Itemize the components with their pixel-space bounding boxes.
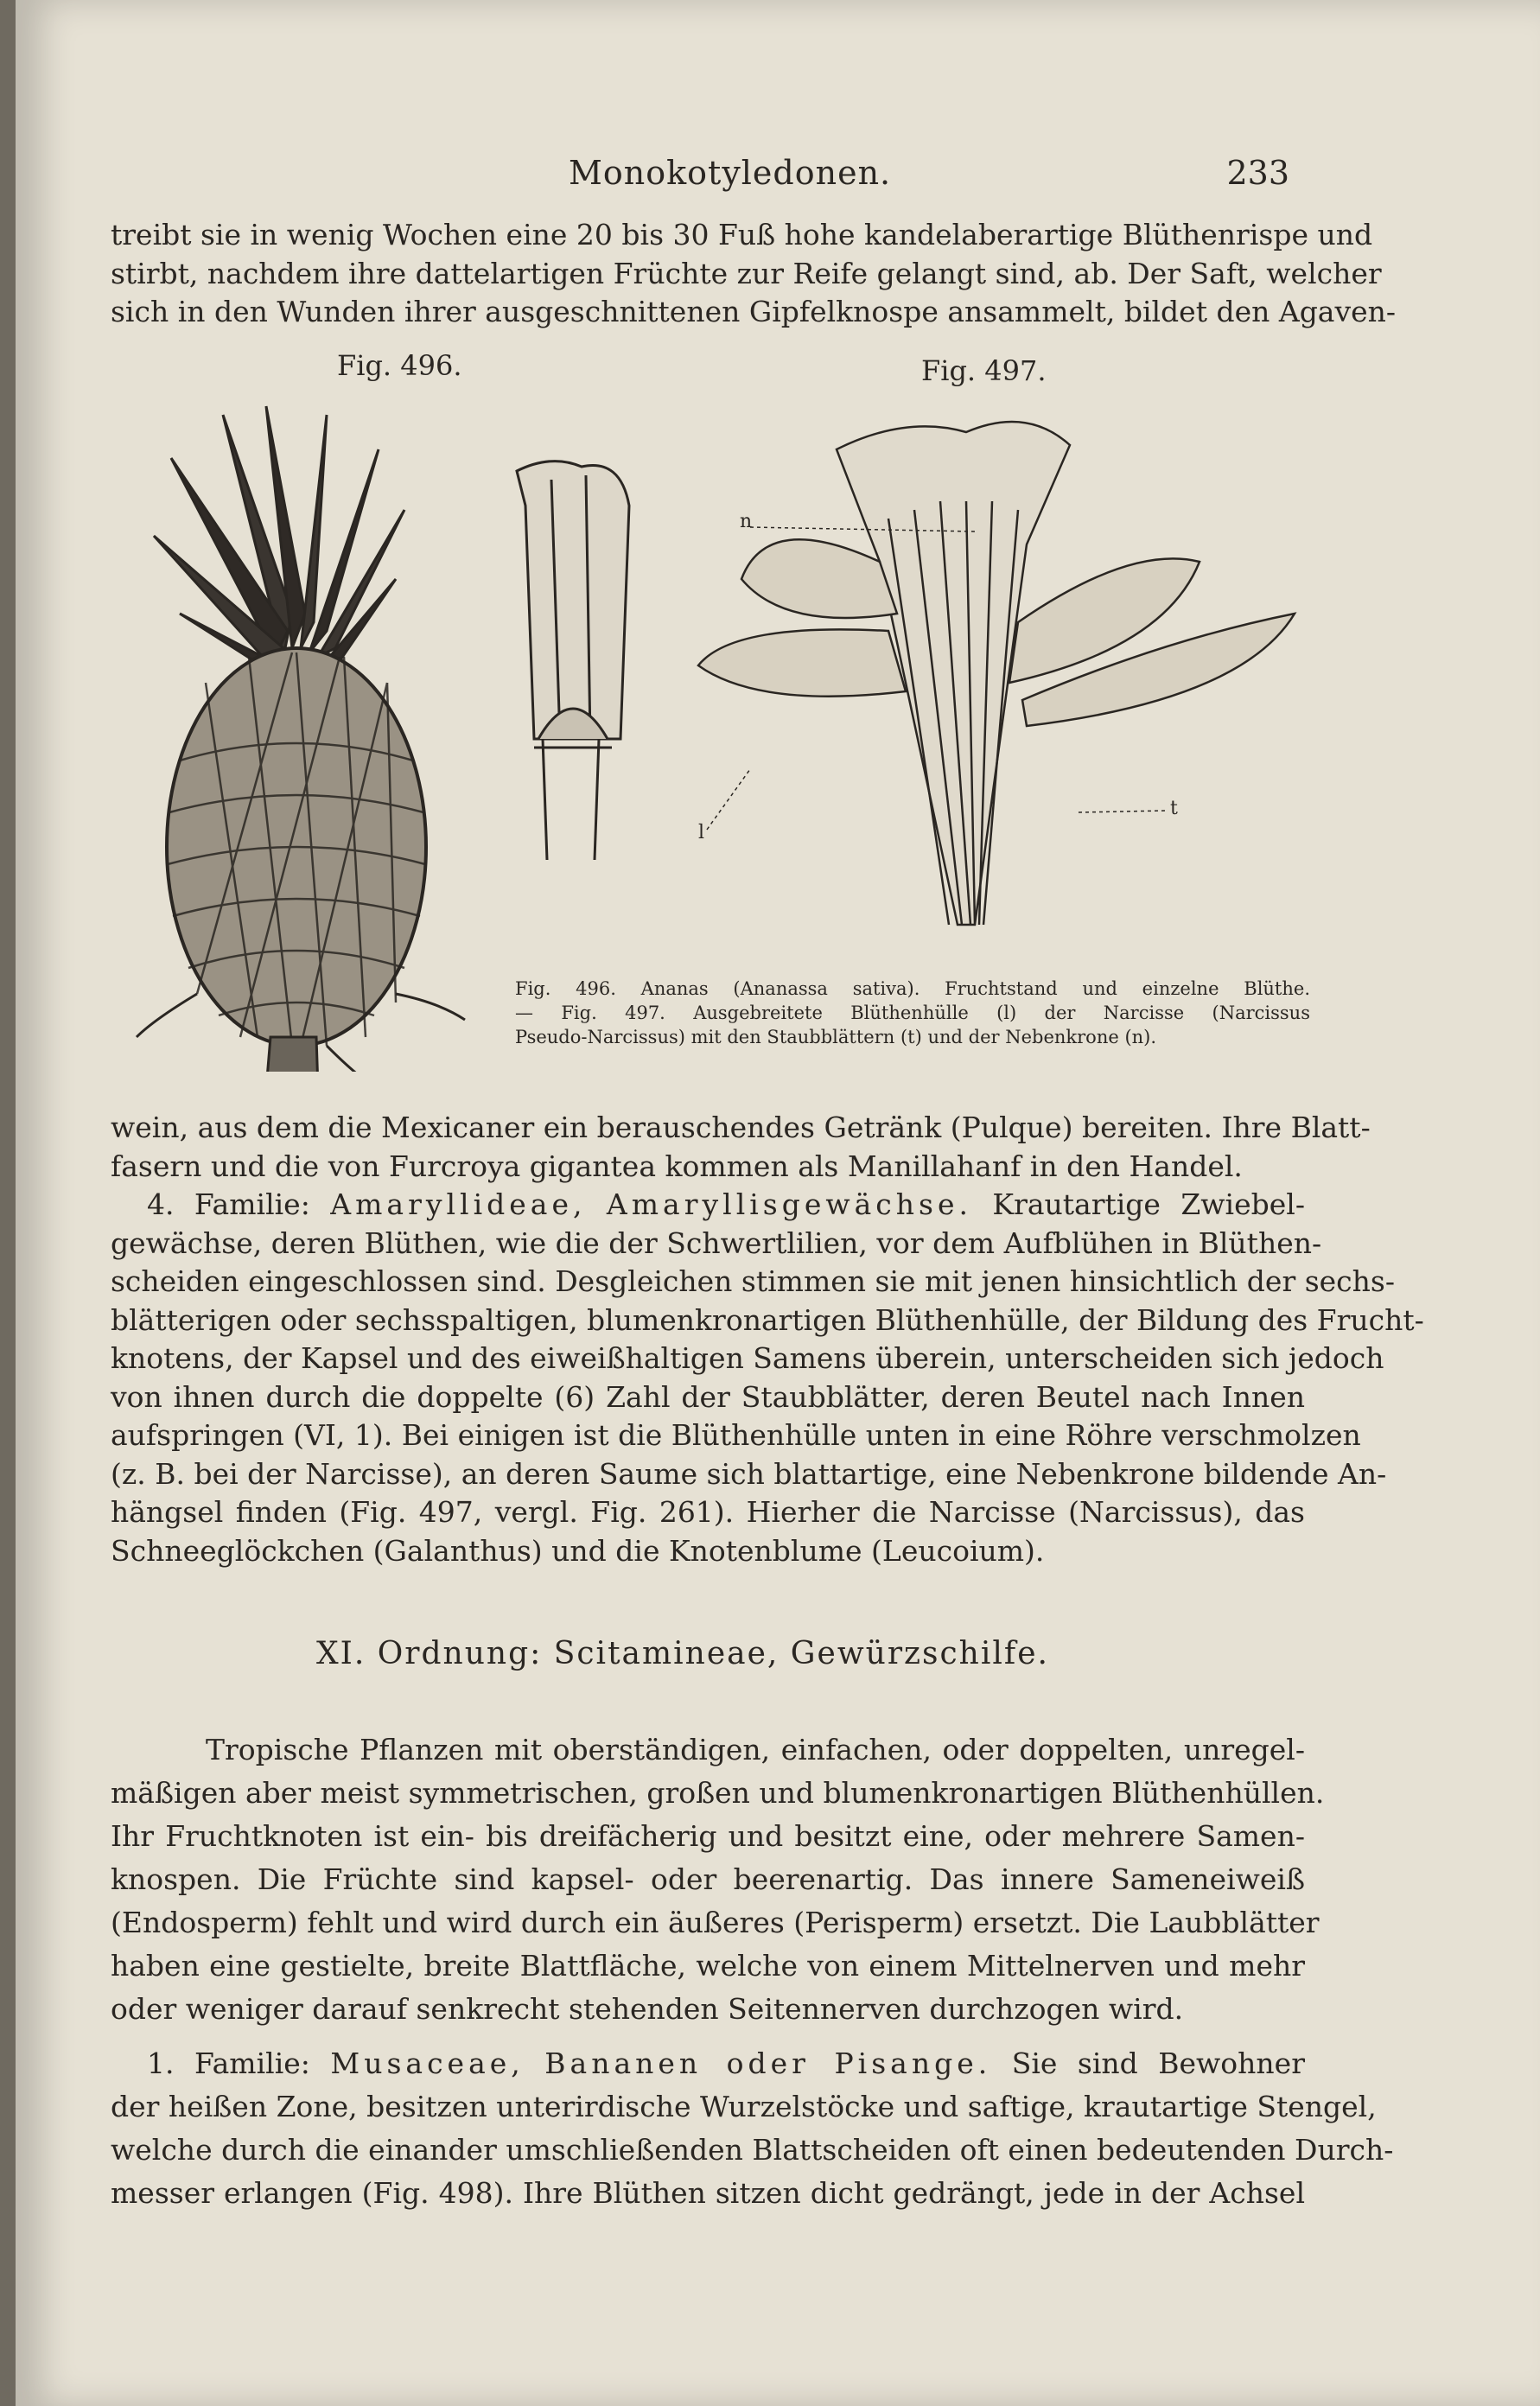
family-first-rest: Sie sind Bewohner <box>1011 2046 1305 2080</box>
text-line: Schneeglöckchen (Galanthus) und die Knotenblume (Leucoium). <box>111 1533 1045 1568</box>
family-first-line <box>111 2042 1305 2085</box>
family-lead: 1. Familie: <box>147 2046 310 2080</box>
header-title: Monokotyledonen. <box>569 154 892 192</box>
paragraph-musaceae <box>111 2042 1394 2215</box>
paragraph-top <box>111 216 1397 332</box>
text-line: treibt sie in wenig Wochen eine 20 bis 30 Fuß hohe kandelaberartige Blüthenrispe und <box>111 218 1373 251</box>
text-line: messer erlangen (Fig. 498). Ihre Blüthen sitzen dicht gedrängt, jede in der Achsel <box>111 2176 1305 2210</box>
text-line: mäßigen aber meist symmetrischen, großen und blumenkronartigen Blüthenhüllen. <box>111 1776 1325 1810</box>
text-line: von ihnen durch die doppelte (6) Zahl der Staubblätter, deren Beutel nach Innen <box>111 1379 1305 1414</box>
text-line: oder weniger darauf senkrecht stehenden Seitennerven durchzogen wird. <box>111 1992 1184 2026</box>
caption-line: Pseudo-Narcissus) mit den Staubblättern (t) und der Nebenkrone (n). <box>515 1027 1157 1047</box>
text-line: fasern und die von Furcroya gigantea kommen als Manillahanf in den Handel. <box>111 1149 1243 1183</box>
text-line: stirbt, nachdem ihre dattelartigen Früchte zur Reife gelangt sind, ab. Der Saft, welcher <box>111 256 1382 290</box>
section-heading <box>16 1636 1540 1671</box>
text-line: Tropische Pflanzen mit oberständigen, einfachen, oder doppelten, unregel- <box>206 1733 1305 1766</box>
fig-497-label: Fig. 497. <box>921 354 1047 387</box>
mark-t: t <box>1170 798 1178 819</box>
paragraph-scitamineae <box>111 1728 1325 2031</box>
family-name-german: Amaryllisgewächse. <box>606 1187 972 1221</box>
text-line: gewächse, deren Blüthen, wie die der Schwertlilien, vor dem Aufblühen in Blüthen- <box>111 1225 1322 1260</box>
family-lead: 4. Familie: <box>147 1187 310 1221</box>
text-line: aufspringen (VI, 1). Bei einigen ist die Blüthenhülle unten in eine Röhre verschmolzen <box>111 1418 1361 1452</box>
family-first-rest: Krautartige Zwiebel- <box>992 1187 1305 1221</box>
text-line: der heißen Zone, besitzen unterirdische Wurzelstöcke und saftige, krautartige Stengel, <box>111 2090 1377 2123</box>
text-line: blätterigen oder sechsspaltigen, blumenkronartigen Blüthenhülle, der Bildung des Frucht- <box>111 1302 1424 1337</box>
text-line: wein, aus dem die Mexicaner ein berauschendes Getränk (Pulque) bereiten. Ihre Blatt- <box>111 1111 1371 1144</box>
family-first-line <box>111 1186 1305 1225</box>
family-name-german: Bananen oder Pisange. <box>544 2046 992 2080</box>
fig-496-label: Fig. 496. <box>337 349 462 382</box>
text-line: (Endosperm) fehlt und wird durch ein äußeres (Perisperm) ersetzt. Die Laubblätter <box>111 1906 1320 1939</box>
text-line: haben eine gestielte, breite Blattfläche, welche von einem Mittelnerven und mehr <box>111 1949 1305 1983</box>
paragraph-mid <box>111 1109 1371 1186</box>
text-line: hängsel finden (Fig. 497, vergl. Fig. 261). Hierher die Narcisse (Narcissus), das <box>111 1495 1305 1529</box>
mark-n: n <box>740 511 753 532</box>
text-line: scheiden eingeschlossen sind. Desgleichen stimmen sie mit jenen hinsichtlich der sechs- <box>111 1264 1395 1298</box>
caption-line: — Fig. 497. Ausgebreitete Blüthenhülle (l) der Narcisse (Narcissus <box>515 1002 1310 1023</box>
figure-caption <box>515 977 1310 1049</box>
caption-line: Fig. 496. Ananas (Ananassa sativa). Fruchtstand und einzelne Blüthe. <box>515 978 1310 999</box>
page-number: 233 <box>1226 154 1289 192</box>
text-line: welche durch die einander umschließenden Blattscheiden oft einen bedeutenden Durch- <box>111 2133 1394 2167</box>
pineapple-flower-illustration <box>500 454 646 869</box>
running-header <box>16 154 1540 206</box>
text-line: (z. B. bei der Narcisse), an deren Saume sich blattartige, eine Nebenkrone bildende An- <box>111 1456 1387 1491</box>
book-page <box>16 0 1540 2406</box>
text-line: Ihr Fruchtknoten ist ein- bis dreifächerig und besitzt eine, oder mehrere Samen- <box>111 1819 1305 1853</box>
family-name-latin: Amaryllideae, <box>330 1187 587 1221</box>
text-line: knotens, der Kapsel und des eiweißhaltigen Samens überein, unterscheiden sich jedoch <box>111 1341 1384 1375</box>
text-line: sich in den Wunden ihrer ausgeschnittenen Gipfelknospe ansammelt, bildet den Agaven- <box>111 295 1397 328</box>
pineapple-illustration <box>119 398 482 1072</box>
paragraph-amaryllideae <box>111 1186 1424 1570</box>
family-name-latin: Musaceae, <box>330 2046 525 2080</box>
mark-l: l <box>698 822 705 843</box>
narcissus-illustration <box>681 406 1320 951</box>
section-heading-text: XI. Ordnung: Scitamineae, Gewürzschilfe. <box>316 1636 1049 1671</box>
text-line: knospen. Die Früchte sind kapsel- oder beerenartig. Das innere Sameneiweiß <box>111 1862 1305 1896</box>
